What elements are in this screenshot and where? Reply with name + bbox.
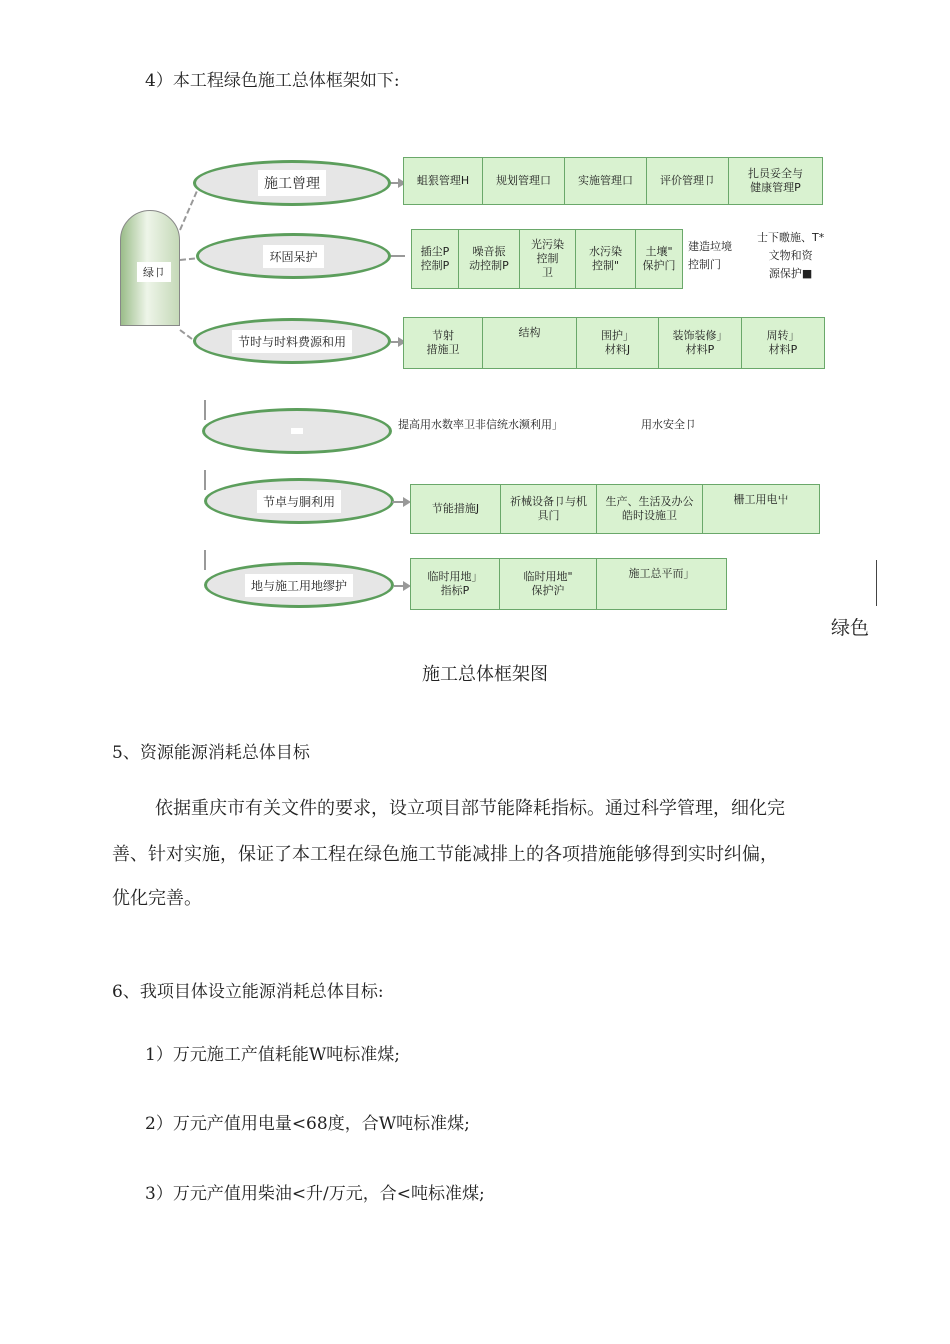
cultural-protection-text: 士下曒施、T* 文物和资 源保护■ <box>757 231 825 280</box>
cell: 围护」 材料J <box>577 318 659 368</box>
water-safety-text: 用水安全卩 <box>641 418 696 431</box>
ellipse-environmental-protection: 环固呆护 <box>196 233 391 279</box>
cell: 规划管理口 <box>483 158 565 204</box>
row-materials <box>403 317 825 369</box>
target-item-2: 2）万元产值用电量<68度，合W吨标准煤; <box>145 1114 470 1134</box>
cell: 临时用地」 指标P <box>411 559 500 609</box>
row-land <box>410 558 727 610</box>
arrow-line <box>391 255 405 257</box>
cell: 临时用地" 保护沪 <box>500 559 597 609</box>
cell: 周转」 材料P <box>766 329 800 356</box>
cell: 栅工用电屮 <box>733 493 789 506</box>
cell: 扎员妥全与 健康管理P <box>748 167 803 194</box>
section5-para-line1: 依据重庆市有关文件的要求，设立项目部节能降耗指标。通过科学管理，细化完 <box>155 798 785 819</box>
side-divider <box>876 560 877 606</box>
section5-heading: 5、资源能源消耗总体目标 <box>112 743 310 763</box>
cell: 节能措施J <box>411 485 501 533</box>
waste-control-text: 建造垃境 控制门 <box>688 240 732 271</box>
row-energy <box>410 484 820 534</box>
cell: 生产、生活及办公 皓时设施卫 <box>597 485 703 533</box>
section6-heading: 6、我项目体设立能源消耗总体目标: <box>112 982 384 1002</box>
cell: 土壤" 保护门 <box>642 245 676 272</box>
ellipse-material-saving: 节时与时料费源和用 <box>193 318 391 364</box>
cell: 噪音振 动控制P <box>459 230 520 288</box>
diagram-caption: 施工总体框架图 <box>422 664 548 685</box>
cell: 施工总平而」 <box>628 567 695 580</box>
target-item-3: 3）万元产值用柴油<升/万元，合<吨标准煤; <box>145 1184 485 1204</box>
cell: 评价管理卩 <box>647 158 729 204</box>
target-item-1: 1）万元施工产值耗能W吨标准煤; <box>145 1045 401 1065</box>
cell: 装饰装修」 材料P <box>659 318 742 368</box>
ellipse-land-protection: 地与施工用地缪护 <box>204 562 394 608</box>
cell: 光污染 控制 卫 <box>520 230 576 288</box>
water-efficiency-text: 提高用水数率卫非信统水濒利用」 <box>398 418 563 431</box>
intro-heading: 4）本工程绿色施工总体框架如下: <box>145 71 400 91</box>
cell: 节射 措施卫 <box>404 318 483 368</box>
root-label: 绿卩 <box>137 262 171 282</box>
cell: 实施管理口 <box>565 158 647 204</box>
cell: 结构 <box>483 318 577 368</box>
side-label: 绿色 <box>831 617 870 639</box>
ellipse-construction-management: 施工曾理 <box>193 160 391 206</box>
cell: 蛆狠管理H <box>404 158 483 204</box>
ellipse-energy-saving: 节卓与胴利用 <box>204 478 394 524</box>
cell: 祈械设备卩与机 具门 <box>501 485 597 533</box>
ellipse-water-saving <box>202 408 392 454</box>
cell: 水污染 控制" <box>576 230 636 288</box>
section5-para-line3: 优化完善。 <box>112 888 202 909</box>
row-environment <box>411 229 683 289</box>
row-management <box>403 157 823 205</box>
section5-para-line2: 善、针对实施，保证了本工程在绿色施工节能减排上的各项措施能够得到实时纠偏， <box>112 844 778 865</box>
cell: 插尘P 控制P <box>412 230 459 288</box>
